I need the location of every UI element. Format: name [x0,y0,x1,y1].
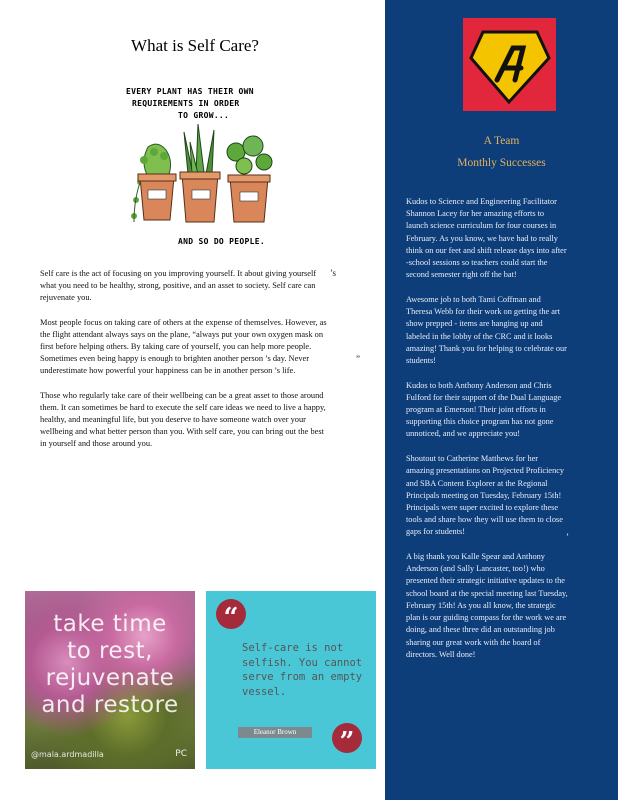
illustration-caption-bottom: AND SO DO PEOPLE. [178,237,265,246]
photo-overlay-line: take time [53,611,167,637]
stray-apostrophe: ’s [330,268,337,278]
pilea-plant-icon [227,136,272,222]
photo-credit-initials: PC [175,749,187,759]
article-paragraph: Most people focus on taking care of others at the expense of themselves. However, as the flight attendant always says on the plane, “always put your own oxygen mask on first before helping others. By taking care of yourself, you can help more people. Sometimes even being happy is enough to brighten another person ’s day. Never underestimate how powerful your happiness can be in another person ’s life. [40,317,327,376]
quote-author: Eleanor Brown [238,727,312,738]
photo-overlay-line: to rest, [67,638,153,664]
self-care-photo-card [25,591,195,769]
article-title: What is Self Care? [131,36,259,55]
quote-card [206,591,376,769]
photo-credit: @mala.ardmadilla [31,750,104,759]
kudos-item: Awesome job to both Tami Coffman and Theresa Webb for their work on getting the art show prepped - items are hanging up and labeled in the lobby of the CRC and it looks amazing! Thank you for helping to celebrate our students! [406,294,567,365]
photo-overlay-line: and restore [41,692,179,718]
article-paragraph: Self care is the act of focusing on you improving yourself. It about giving yourself what you need to be healthy, strong, positive, and an asset to society. Self care can rejuvenate you. [40,269,317,303]
trailing-plant-icon [131,144,176,222]
section-title: Monthly Successes [457,157,546,169]
team-name: A Team [483,135,520,147]
kudos-item: Shoutout to Catherine Matthews for her amazing presentations on Projected Proficiency and SBA Content Explorer at the Regional Principals meeting on Tuesday, February 15th! Principals were super excited to explore these tools and share how they will use them to close gaps for students! [406,454,565,537]
open-quote-icon: “ [216,599,246,629]
photo-overlay-line: rejuvenate [45,665,175,691]
sidebar-heading [385,130,618,174]
quote-text: Self-care is not selfish. You cannot serve from an empty vessel. [242,642,363,698]
stray-apostrophe: ’ [566,532,569,542]
kudos-item: Kudos to both Anthony Anderson and Chris Fulford for their support of the Dual Language program at Emerson! Their joint efforts in supporting this choice program has not gone unnoticed, and we appreciate you! [406,380,562,439]
kudos-item: Kudos to Science and Engineering Facilitator Shannon Lacey for her amazing efforts to launch science curriculum for four courses in February. As you know, we have had to really think on our feet and shift release days into after -school sessions so teachers could start the second semester right off the bat! [406,197,567,280]
snake-plant-icon [180,124,220,222]
article-body [40,268,330,463]
illustration-caption-line: TO GROW... [178,111,230,120]
kudos-item: A big thank you Kalle Spear and Anthony Anderson (and Sally Lancaster, too!) who presented their strategic initiative updates to the school board at the special meeting last Tuesday, February 15th! As you all know, the strategic plan is our guiding compass for the work we are doing, and these three did an outstanding job sharing our great work with the board of directors. Well done! [406,552,568,659]
illustration-caption-line: EVERY PLANT HAS THEIR OWN [126,87,254,96]
a-team-logo-icon [463,18,556,111]
stray-quote-mark: ” [356,354,360,364]
close-quote-icon: ” [332,723,362,753]
illustration-caption-line: REQUIREMENTS IN ORDER [132,99,240,108]
photo-overlay-text [25,611,195,719]
plants-illustration [118,82,278,252]
article-paragraph: Those who regularly take care of their wellbeing can be a great asset to those around them. It can sometimes be hard to execute the self care ideas we need to live a happy, healthy, and meaningful life, but you deserve to have someone watch over your wellbeing and what better person than you. With self care, you can bring out the best in yourself and those around you. [40,390,326,449]
kudos-list [406,196,568,673]
